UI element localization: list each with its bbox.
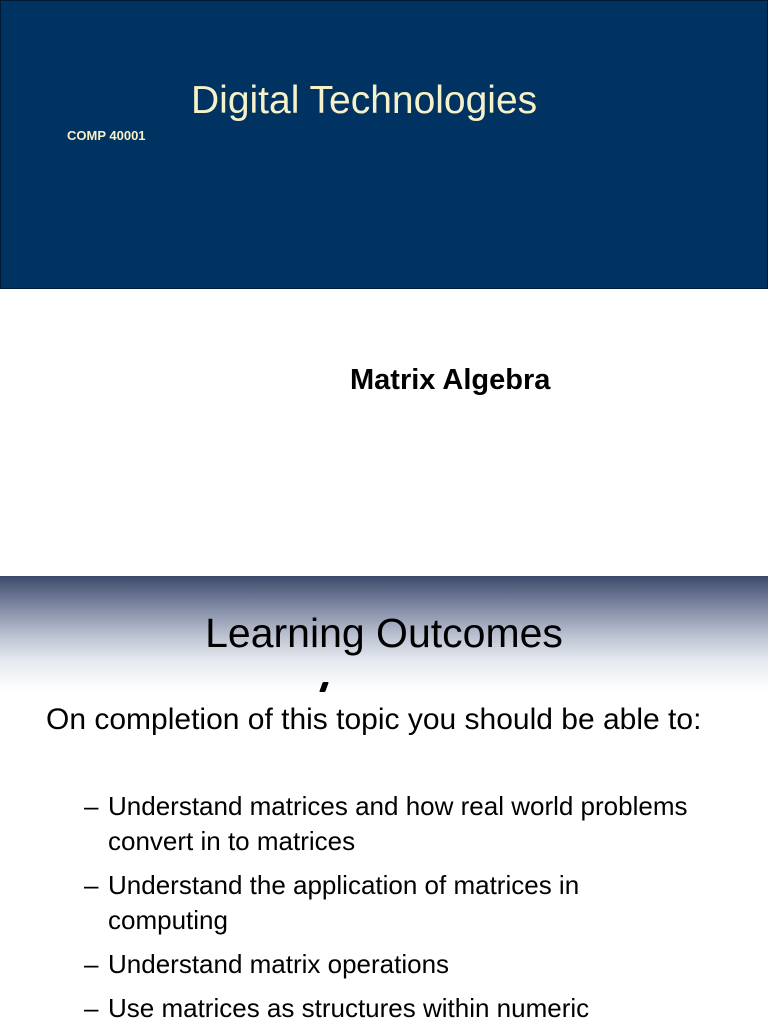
stray-mark [319,682,329,692]
intro-text: On completion of this topic you should be able to: [46,703,702,736]
outcome-text: Use matrices as structures within numeric [108,993,590,1023]
outcome-text: Understand the application of matrices in computing [108,870,580,935]
list-item [84,991,704,1024]
slide-2 [0,576,768,1024]
slide-subtitle: Matrix Algebra [350,364,551,396]
bullet-dash: – [84,791,99,821]
list-item [84,789,704,859]
bullet-dash: – [84,870,99,900]
list-item [84,947,704,982]
list-item [84,868,704,938]
course-title: Digital Technologies [191,79,538,122]
title-banner [0,0,768,289]
course-code: COMP 40001 [67,128,146,143]
slide-title: Learning Outcomes [205,610,563,656]
outcome-text: Understand matrices and how real world problems convert in to matrices [108,791,688,856]
bullet-dash: – [84,993,99,1023]
bullet-dash: – [84,949,99,979]
outcome-text: Understand matrix operations [108,949,450,979]
outcomes-list [84,789,704,1024]
